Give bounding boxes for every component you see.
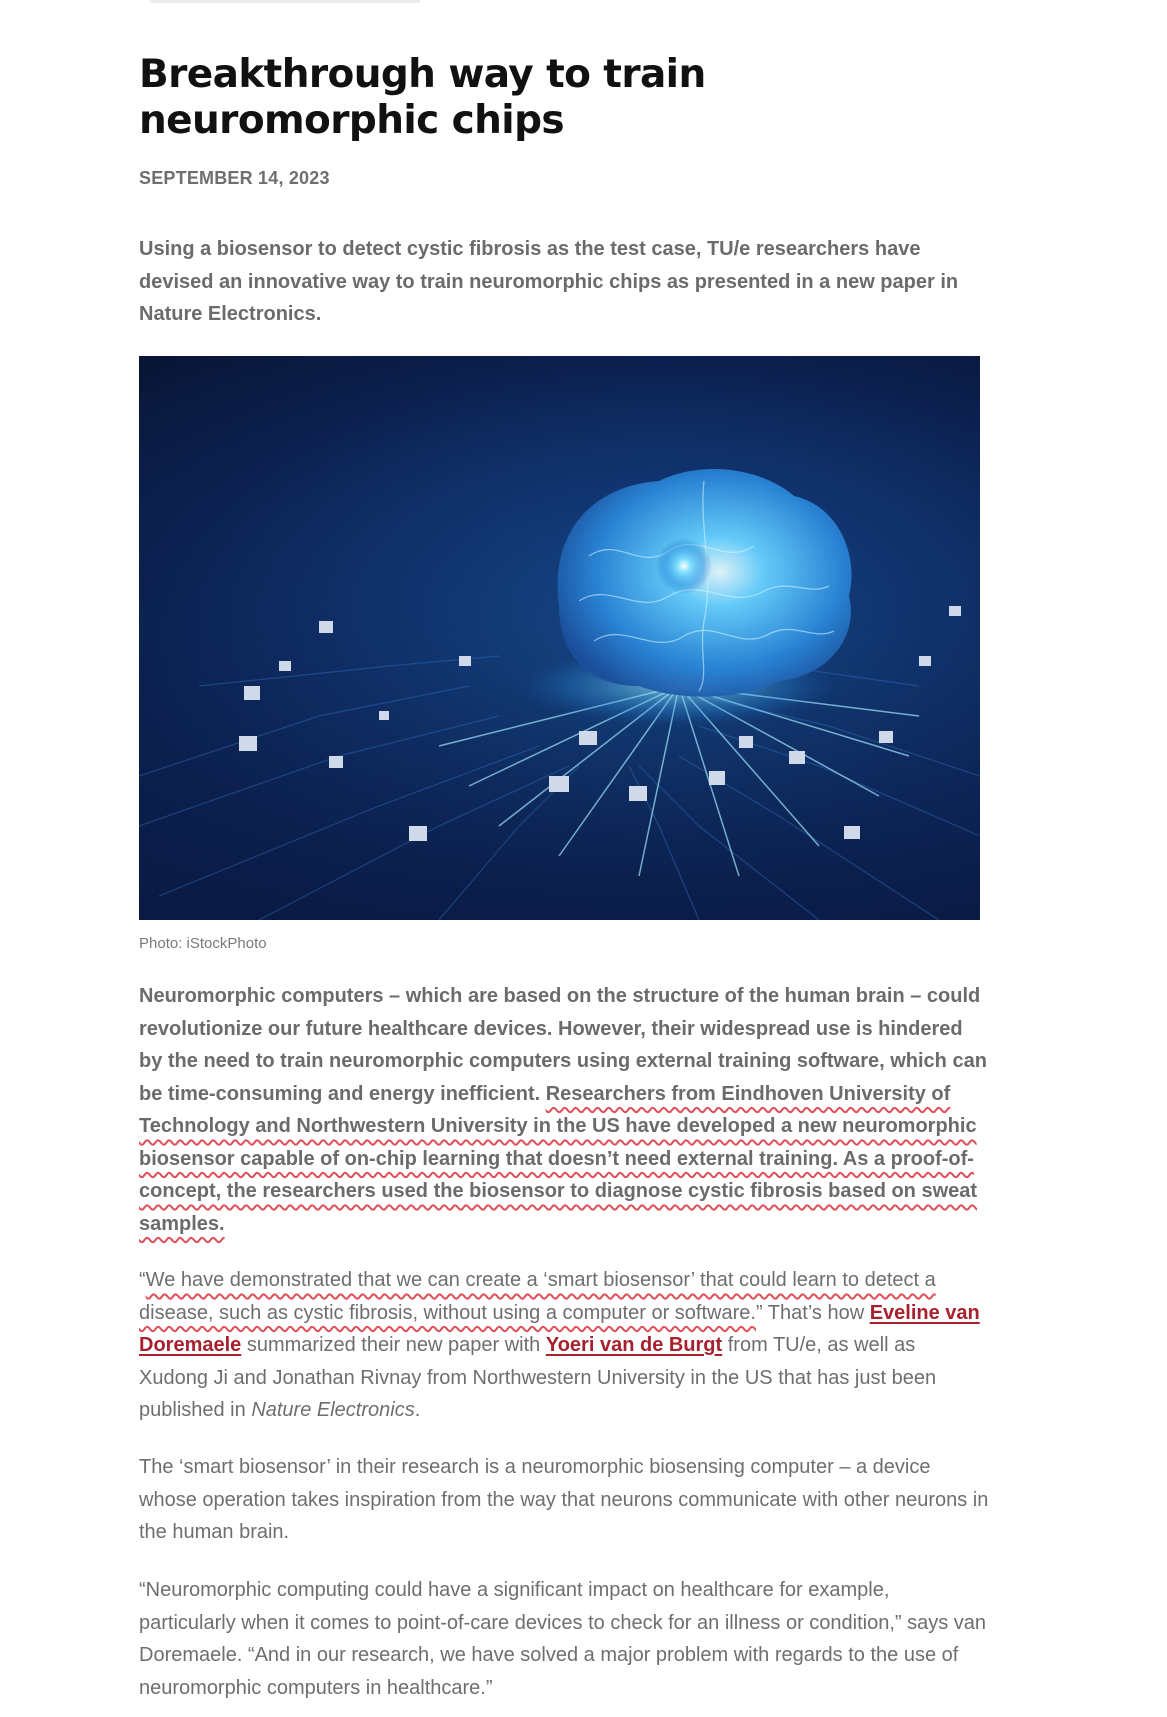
publish-date: SEPTEMBER 14, 2023 — [139, 168, 330, 188]
article-lead: Using a biosensor to detect cystic fibrosis as the test case, TU/e researchers have devised an innovative way to train neuromorphic chips as presented in a new paper in Nature Electronics. — [139, 238, 959, 325]
top-divider — [150, 0, 420, 3]
paragraph-biosensor: The ‘smart biosensor’ in their research is a neuromorphic biosensing computer – a device whose operation takes inspiration from the way that neurons communicate with other neurons in the human brain. — [139, 1456, 989, 1543]
quote-open: “ — [139, 1269, 146, 1291]
author-link-yoeri[interactable]: Yoeri van de Burgt — [545, 1334, 723, 1356]
highlighted-quote: We have demonstrated that we can create a ‘smart biosensor’ that could learn to detect a disease, such as cystic fibrosis, without using a computer or software. — [139, 1269, 936, 1324]
journal-name: Nature Electronics — [251, 1399, 415, 1421]
quote-end: . — [414, 1399, 421, 1421]
intro-text: Neuromorphic computers – which are based on the structure of the human brain – could revolutionize our future healthcare devices. However, their widespread use is hindered by the need to train neuromorphic computers using external training software, which can be time-consuming and energy inefficient. — [139, 985, 987, 1105]
quote-text-1: ” That’s how — [755, 1301, 870, 1324]
brain-on-circuit-board-image — [139, 356, 980, 920]
article-title: Breakthrough way to train neuromorphic chips — [139, 52, 706, 143]
paragraph-quote — [139, 1264, 989, 1427]
highlighted-text: Researchers from Eindhoven University of Technology and Northwestern University in the US have developed a new neuromorphic biosensor capable of on-chip learning that doesn’t need external training. As a proof-of-concept, the researchers used the biosensor to diagnose cystic fibrosis based on sweat samples. — [139, 1082, 978, 1235]
quote-text-2: summarized their new paper with — [241, 1334, 546, 1356]
paragraph-intro — [139, 980, 989, 1240]
image-caption: Photo: iStockPhoto — [139, 935, 267, 952]
quote-text-3: from TU/e, as well as Xudong Ji and Jonathan Rivnay from Northwestern University in the US that has just been published in — [139, 1334, 937, 1421]
hero-image — [139, 356, 980, 920]
author-link-eveline[interactable]: Eveline van Doremaele — [139, 1301, 980, 1356]
paragraph-healthcare: “Neuromorphic computing could have a significant impact on healthcare for example, particularly when it comes to point-of-care devices to check for an illness or condition,” says van Doremaele. “And in our research, we have solved a major problem with regards to the use of neuromorphic computers in healthcare.” — [139, 1579, 987, 1699]
